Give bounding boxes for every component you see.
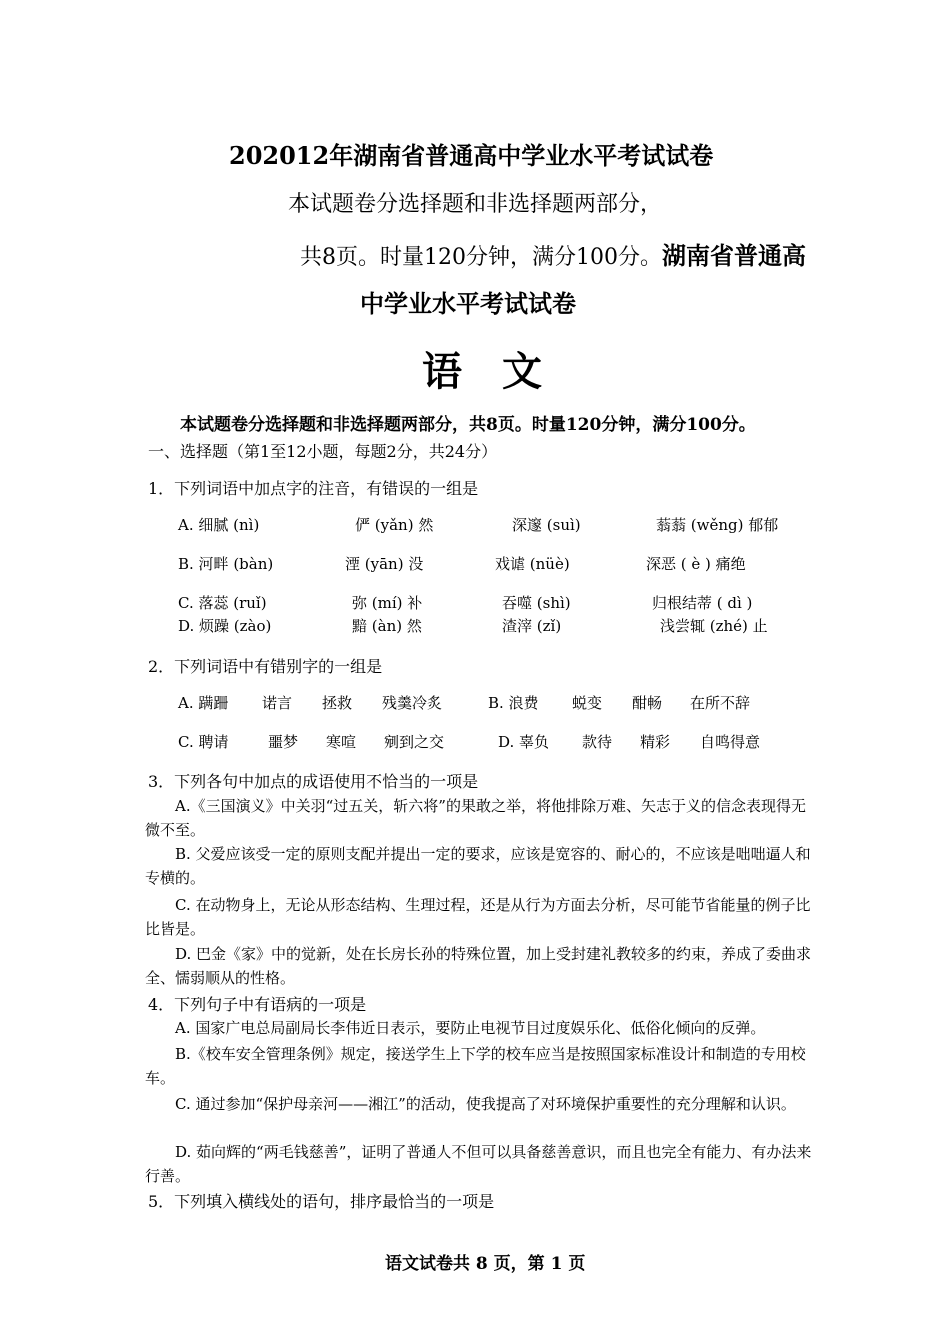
q2-a-4: 残羹冷炙 xyxy=(382,694,443,712)
q2-b-3: 酣畅 xyxy=(632,694,663,712)
q3-option-b xyxy=(145,842,815,890)
q2-d-1: D. 辜负 xyxy=(498,733,550,751)
q2-a-3: 拯救 xyxy=(322,694,353,712)
q4-option-d xyxy=(145,1140,815,1188)
q2-d-2: 款待 xyxy=(582,733,613,751)
q1-b-2: 湮 (yān) 没 xyxy=(345,555,424,573)
q1-d-3: 渣滓 (zǐ) xyxy=(502,617,562,635)
page-footer: 语文试卷共 8 页，第 1 页 xyxy=(385,1254,586,1274)
q2-a-1: A. 蹒跚 xyxy=(178,694,229,712)
q2-b-2: 蜕变 xyxy=(572,694,603,712)
exam-notice: 本试题卷分选择题和非选择题两部分，共8页。时量120分钟，满分100分。 xyxy=(180,415,756,435)
q1-stem: 1．下列词语中加点字的注音，有错误的一组是 xyxy=(148,479,479,498)
q4-option-a-text: A. 国家广电总局副局长李伟近日表示，要防止电视节目过度娱乐化、低俗化倾向的反弹。 xyxy=(175,1019,766,1037)
q1-d-2: 黯 (àn) 然 xyxy=(352,617,422,635)
q1-c-1: C. 落蕊 (ruǐ) xyxy=(178,594,267,612)
q3-option-d-text: D. 巴金《家》中的觉新，处在长房长孙的特殊位置，加上受封建礼教较多的约束，养成了委曲求全、懦弱顺从的性格。 xyxy=(145,945,812,987)
q2-d-4: 自鸣得意 xyxy=(700,733,761,751)
q5-stem: 5．下列填入横线处的语句，排序最恰当的一项是 xyxy=(148,1192,495,1211)
q1-b-1: B. 河畔 (bàn) xyxy=(178,555,274,573)
q1-d-4: 浅尝辄 (zhé) 止 xyxy=(660,617,768,635)
q4-option-d-text: D. 茹向辉的“两毛钱慈善”，证明了普通人不但可以具备慈善意识，而且也完全有能力、有办法来行善。 xyxy=(145,1143,812,1185)
intro-line-2 xyxy=(300,236,806,271)
q2-d-3: 精彩 xyxy=(640,733,671,751)
q1-a-3: 深邃 (suì) xyxy=(512,516,581,534)
intro-line-1: 本试题卷分选择题和非选择题两部分， xyxy=(288,192,663,217)
section-heading: 一、选择题（第1至12小题，每题2分，共24分） xyxy=(148,442,498,461)
q1-a-4: 蓊蓊 (wěng) 郁郁 xyxy=(656,516,779,534)
q4-option-b-text: B.《校车安全管理条例》规定，接送学生上下学的校车应当是按照国家标准设计和制造的专用校车。 xyxy=(145,1045,806,1087)
intro-line-2-bold: 湖南省普通高 xyxy=(661,241,806,270)
q1-a-2: 俨 (yǎn) 然 xyxy=(355,516,434,534)
q1-b-3: 戏谑 (nüè) xyxy=(495,555,570,573)
q2-b-4: 在所不辞 xyxy=(690,694,751,712)
q1-c-3: 吞噬 (shì) xyxy=(502,594,571,612)
q1-c-4: 归根结蒂 ( dì ) xyxy=(652,594,753,612)
q2-b-1: B. 浪费 xyxy=(488,694,539,712)
q4-option-a xyxy=(145,1016,815,1040)
q3-stem: 3．下列各句中加点的成语使用不恰当的一项是 xyxy=(148,772,479,791)
intro-line-2-text: 共8页。时量120分钟，满分100分。 xyxy=(300,245,662,270)
q4-option-c xyxy=(145,1092,815,1116)
subject-title: 语文 xyxy=(422,348,582,395)
q3-option-a xyxy=(145,794,815,842)
q2-c-4: 剜到之交 xyxy=(384,733,445,751)
q1-b-4: 深恶 ( è ) 痛绝 xyxy=(646,555,746,573)
q3-option-b-text: B. 父爱应该受一定的原则支配并提出一定的要求，应该是宽容的、耐心的，不应该是咄咄逼人和专横的。 xyxy=(145,845,811,887)
q3-option-c xyxy=(145,893,815,941)
q3-option-d xyxy=(145,942,815,990)
intro-line-3: 中学业水平考试试卷 xyxy=(360,289,576,318)
q1-d-1: D. 烦躁 (zào) xyxy=(178,617,272,635)
document-title: 202012年湖南省普通高中学业水平考试试卷 xyxy=(229,141,714,170)
q4-option-c-text: C. 通过参加“保护母亲河——湘江”的活动，使我提高了对环境保护重要性的充分理解和认识。 xyxy=(175,1095,796,1113)
q1-a-1: A. 细腻 (nì) xyxy=(178,516,260,534)
q2-c-1: C. 聘请 xyxy=(178,733,229,751)
q2-a-2: 诺言 xyxy=(262,694,293,712)
q4-option-b xyxy=(145,1042,815,1090)
q3-option-c-text: C. 在动物身上，无论从形态结构、生理过程，还是从行为方面去分析，尽可能节省能量的例子比比皆是。 xyxy=(145,896,811,938)
q2-c-2: 噩梦 xyxy=(268,733,299,751)
q2-stem: 2．下列词语中有错别字的一组是 xyxy=(148,657,383,676)
q3-option-a-text: A.《三国演义》中关羽“过五关，斩六将”的果敢之举，将他排除万难、矢志于义的信念表现得无微不至。 xyxy=(145,797,806,839)
q1-c-2: 弥 (mí) 补 xyxy=(352,594,423,612)
q2-c-3: 寒喧 xyxy=(326,733,357,751)
q4-stem: 4．下列句子中有语病的一项是 xyxy=(148,995,367,1014)
